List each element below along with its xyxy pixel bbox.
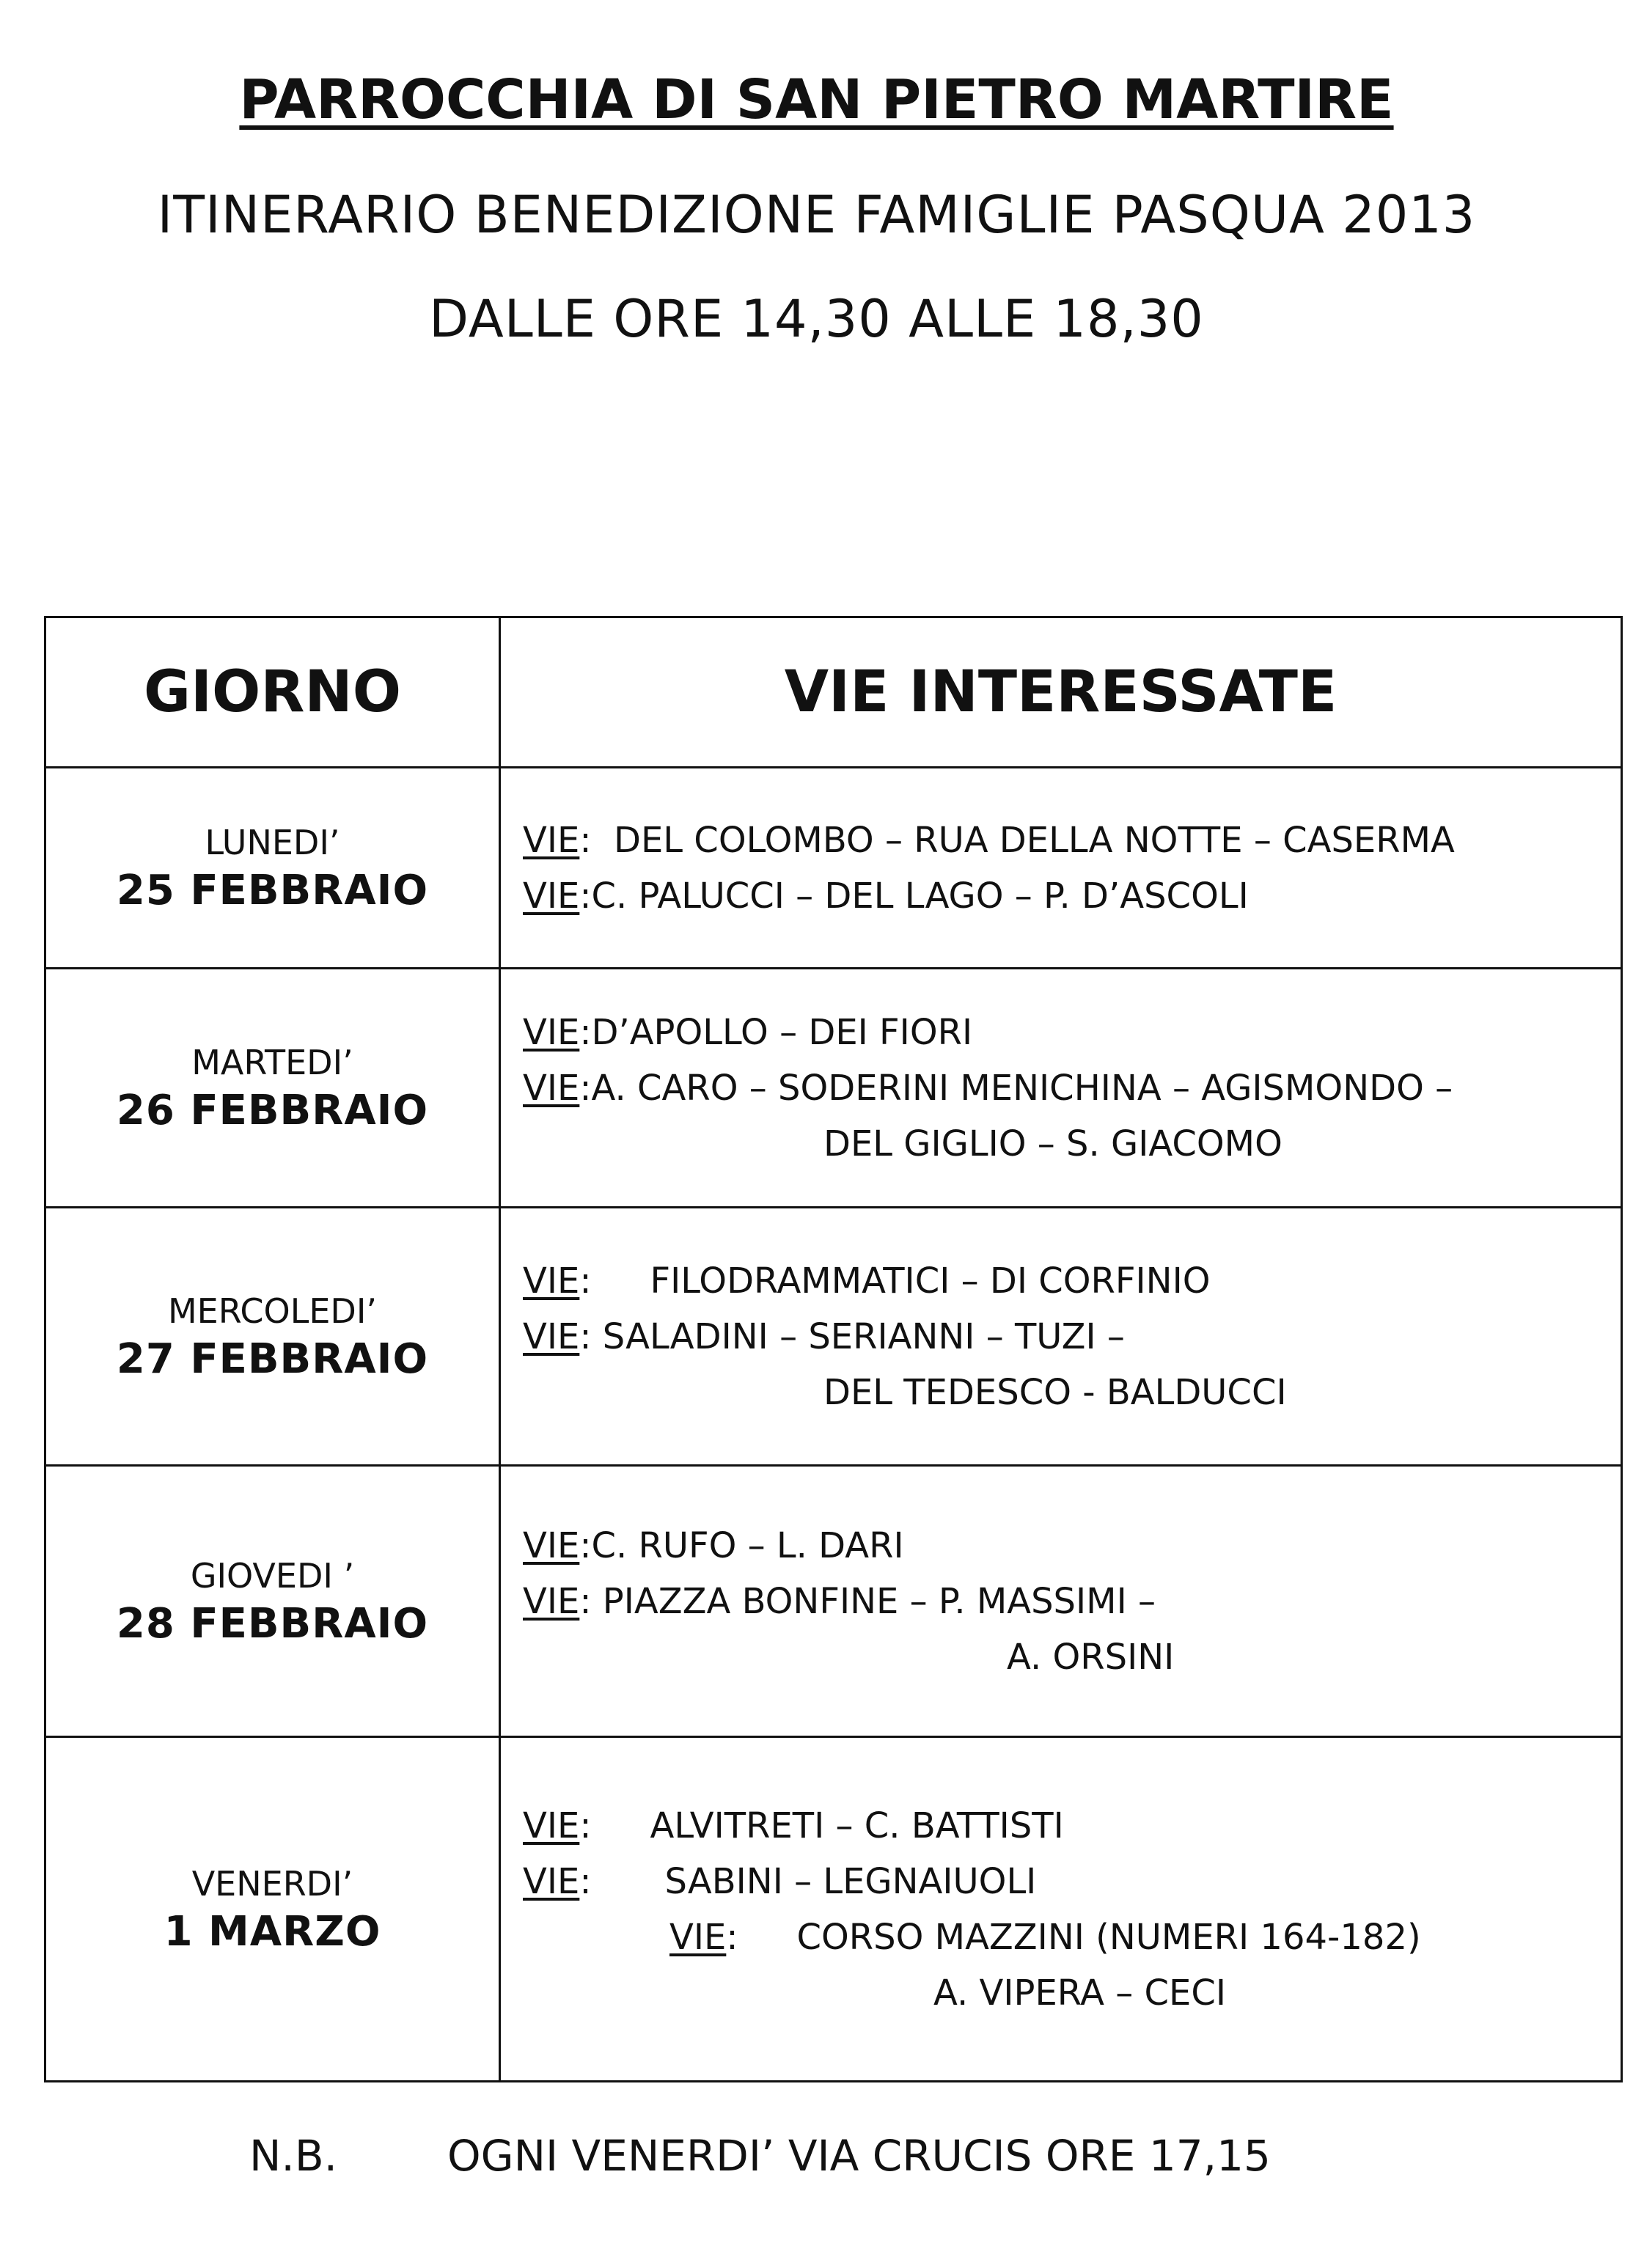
weekday: MARTEDI’ [191,1042,353,1082]
street-text: A. CARO – SODERINI MENICHINA – AGISMONDO – [591,1067,1453,1109]
weekday: GIOVEDI ’ [190,1555,355,1596]
vie-label: VIE [523,1805,580,1846]
street-line-continued: A. VIPERA – CECI [933,1972,1227,2014]
schedule-table [44,616,1623,2082]
weekday: LUNEDI’ [205,822,340,862]
street-text: SABINI – LEGNAIUOLI [664,1860,1037,1902]
day-cell [45,969,500,1208]
table-row [45,1466,1622,1737]
street-line: VIE: DEL COLOMBO – RUA DELLA NOTTE – CASERMA [523,819,1455,861]
streets-cell [500,969,1622,1208]
street-line: VIE:C. PALUCCI – DEL LAGO – P. D’ASCOLI [523,875,1249,917]
street-text: C. RUFO – L. DARI [591,1524,904,1566]
streets-cell [500,1466,1622,1737]
table-row [45,768,1622,969]
street-line: VIE:D’APOLLO – DEI FIORI [523,1011,973,1053]
street-line-continued: A. ORSINI [1007,1636,1175,1678]
vie-label: VIE [523,875,580,917]
vie-label: VIE [669,1916,727,1958]
streets-cell [500,1208,1622,1466]
street-line: VIE:C. RUFO – L. DARI [523,1524,904,1566]
table-row [45,1208,1622,1466]
vie-label: VIE [523,819,580,861]
day-cell [45,1737,500,2082]
itinerary-subtitle: ITINERARIO BENEDIZIONE FAMIGLIE PASQUA 2013 [157,185,1476,245]
street-line: VIE: SABINI – LEGNAIUOLI [523,1860,1037,1902]
date: 1 MARZO [164,1907,381,1956]
day-cell [45,768,500,969]
vie-label: VIE [523,1580,580,1622]
street-text: SALADINI – SERIANNI – TUZI – [602,1315,1125,1357]
vie-label: VIE [523,1524,580,1566]
street-line-continued: DEL GIGLIO – S. GIACOMO [823,1123,1282,1164]
date: 28 FEBBRAIO [116,1599,429,1648]
table-row [45,969,1622,1208]
street-text: C. PALUCCI – DEL LAGO – P. D’ASCOLI [591,875,1249,917]
hours-line: DALLE ORE 14,30 ALLE 18,30 [429,289,1204,349]
date: 26 FEBBRAIO [116,1086,429,1134]
streets-cell [500,768,1622,969]
parish-title: PARROCCHIA DI SAN PIETRO MARTIRE [239,68,1394,131]
table-row [45,1737,1622,2082]
vie-label: VIE [523,1260,580,1302]
vie-label: VIE [523,1860,580,1902]
vie-label: VIE [523,1067,580,1109]
weekday: VENERDI’ [191,1863,353,1904]
street-line: VIE: ALVITRETI – C. BATTISTI [523,1805,1064,1846]
header-vie-interessate: VIE INTERESSATE [500,617,1622,768]
day-cell [45,1208,500,1466]
weekday: MERCOLEDI’ [167,1291,378,1331]
date: 27 FEBBRAIO [116,1335,429,1383]
day-cell [45,1466,500,1737]
street-text: ALVITRETI – C. BATTISTI [650,1805,1064,1846]
street-text: DEL COLOMBO – RUA DELLA NOTTE – CASERMA [614,819,1455,861]
street-text: CORSO MAZZINI (NUMERI 164-182) [796,1916,1421,1958]
street-text: D’APOLLO – DEI FIORI [591,1011,973,1053]
street-text: PIAZZA BONFINE – P. MASSIMI – [602,1580,1156,1622]
vie-label: VIE [523,1011,580,1053]
header-giorno: GIORNO [45,617,500,768]
street-line: VIE:A. CARO – SODERINI MENICHINA – AGISMONDO – [523,1067,1453,1109]
street-line: VIE: SALADINI – SERIANNI – TUZI – [523,1315,1125,1357]
table-header-row [45,617,1622,768]
nb-label: N.B. [249,2131,338,2181]
vie-label: VIE [523,1315,580,1357]
street-line: VIE: FILODRAMMATICI – DI CORFINIO [523,1260,1211,1302]
date: 25 FEBBRAIO [116,866,429,914]
street-line-continued: DEL TEDESCO - BALDUCCI [823,1371,1287,1413]
footer-note [249,2126,1271,2185]
street-text: FILODRAMMATICI – DI CORFINIO [650,1260,1211,1302]
street-line: VIE: PIAZZA BONFINE – P. MASSIMI – [523,1580,1156,1622]
street-line: VIE: CORSO MAZZINI (NUMERI 164-182) [669,1916,1421,1958]
streets-cell [500,1737,1622,2082]
via-crucis-note: OGNI VENERDI’ VIA CRUCIS ORE 17,15 [447,2131,1271,2181]
